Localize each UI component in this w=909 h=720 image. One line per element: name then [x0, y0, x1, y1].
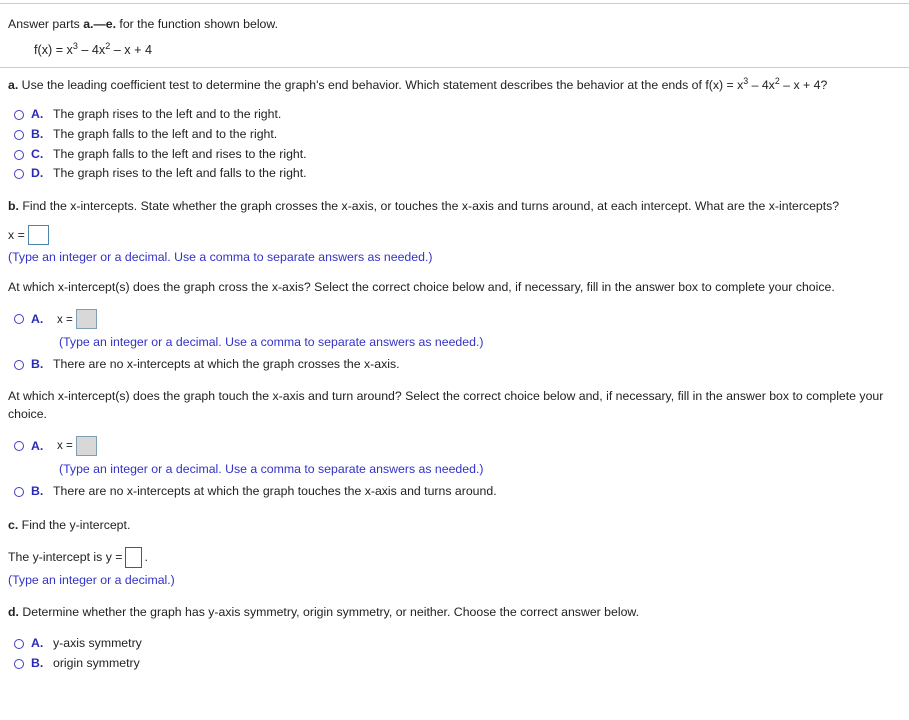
- part-d-options: [0, 621, 909, 674]
- radio-icon[interactable]: [14, 639, 24, 649]
- function-term4: 4: [144, 42, 152, 57]
- radio-icon[interactable]: [14, 150, 24, 160]
- function-op3: +: [134, 42, 142, 57]
- part-a-exponent-1: 3: [743, 75, 749, 86]
- option-label: The graph falls to the left and rises to the right.: [53, 146, 307, 161]
- option-label: The graph falls to the left and to the right.: [53, 126, 278, 141]
- function-op1: –: [81, 42, 89, 57]
- radio-icon[interactable]: [14, 659, 24, 669]
- option-label: origin symmetry: [53, 655, 140, 670]
- function-definition: [0, 33, 909, 67]
- part-a-exponent-2: 2: [774, 75, 780, 86]
- part-c-question: [0, 502, 909, 534]
- period-suffix: .: [144, 550, 148, 565]
- function-op2: –: [113, 42, 121, 57]
- radio-icon[interactable]: [14, 487, 24, 497]
- option-label: There are no x-intercepts at which the graph crosses the x-axis.: [53, 357, 400, 372]
- cross-intercepts-input[interactable]: [76, 309, 97, 329]
- part-a-options: [0, 94, 909, 184]
- cross-options: [0, 297, 909, 375]
- function-term2-exponent: 2: [105, 40, 111, 51]
- option-label: There are no x-intercepts at which the graph touches the x-axis and turns around.: [53, 483, 497, 498]
- part-c-label: c.: [8, 517, 19, 532]
- intro-parts: a.—e.: [83, 17, 116, 31]
- part-a-option-b[interactable]: [8, 125, 901, 145]
- function-term1-exponent: 3: [72, 40, 78, 51]
- x-equals-label: x =: [57, 312, 73, 326]
- option-letter: A.: [31, 106, 44, 121]
- part-c-answer-row: [0, 534, 909, 568]
- radio-icon[interactable]: [14, 441, 24, 451]
- part-b-hint: (Type an integer or a decimal. Use a comma to separate answers as needed.): [8, 250, 433, 265]
- touch-question-text: At which x-intercept(s) does the graph touch the x-axis and turn around? Select the correct choice below and, if necessary, fill in the answer box to complete your choice.: [8, 389, 884, 421]
- intro-prefix: Answer parts: [8, 17, 84, 31]
- cross-option-a[interactable]: [8, 308, 901, 330]
- touch-option-b[interactable]: [8, 478, 901, 502]
- part-a-question: [0, 68, 909, 94]
- part-d-question: [0, 589, 909, 621]
- option-label: y-axis symmetry: [53, 635, 142, 650]
- part-a-mid: – 4x: [748, 77, 775, 92]
- option-label: The graph rises to the left and falls to the right.: [53, 166, 307, 181]
- touch-options: [0, 424, 909, 502]
- option-letter: B.: [31, 126, 44, 141]
- radio-icon[interactable]: [14, 169, 24, 179]
- part-b-question: [0, 184, 909, 215]
- part-a-option-a[interactable]: [8, 105, 901, 125]
- function-eq: =: [55, 42, 64, 57]
- x-equals-label: x =: [57, 439, 73, 453]
- cross-option-a-hint: (Type an integer or a decimal. Use a comma to separate answers as needed.): [59, 335, 484, 350]
- y-intercept-input[interactable]: [125, 547, 142, 568]
- function-lhs: f(x): [34, 42, 53, 57]
- touch-option-a[interactable]: [8, 435, 901, 457]
- cross-option-b[interactable]: [8, 351, 901, 375]
- part-c-text: Find the y-intercept.: [18, 517, 131, 532]
- function-term3: x: [124, 42, 131, 57]
- part-a-option-d[interactable]: [8, 164, 901, 184]
- part-a-label: a.: [8, 77, 19, 92]
- part-b-label: b.: [8, 199, 19, 214]
- part-b-answer-row: [0, 215, 909, 245]
- option-label: The graph rises to the left and to the right.: [53, 106, 282, 121]
- part-a-tail: – x + 4?: [779, 77, 828, 92]
- option-letter: B.: [31, 483, 44, 498]
- x-equals-label: x =: [8, 228, 25, 243]
- part-a-option-c[interactable]: [8, 145, 901, 165]
- part-d-option-a[interactable]: [8, 634, 901, 654]
- part-c-hint: (Type an integer or a decimal.): [8, 572, 175, 587]
- part-d-option-b[interactable]: [8, 654, 901, 674]
- radio-icon[interactable]: [14, 110, 24, 120]
- x-intercepts-input[interactable]: [28, 225, 49, 245]
- touch-option-a-hint: (Type an integer or a decimal. Use a comma to separate answers as needed.): [59, 461, 484, 476]
- function-term2-coef: 4x: [91, 42, 106, 57]
- function-term1-base: x: [66, 42, 73, 57]
- touch-intercepts-input[interactable]: [76, 436, 97, 456]
- intro-prompt: [0, 4, 909, 33]
- radio-icon[interactable]: [14, 130, 24, 140]
- cross-question-text: At which x-intercept(s) does the graph cross the x-axis? Select the correct choice below and, if necessary, fill in the answer box to complete your choice.: [8, 280, 835, 295]
- option-letter: A.: [31, 438, 44, 453]
- option-letter: D.: [31, 166, 44, 181]
- part-d-text: Determine whether the graph has y-axis symmetry, origin symmetry, or neither. Choose the correct answer below.: [18, 604, 640, 619]
- part-a-text: Use the leading coefficient test to determine the graph's end behavior. Which statement describes the behavior at the ends of f(x) = x: [18, 77, 744, 92]
- y-intercept-label: The y-intercept is y =: [8, 550, 123, 565]
- option-letter: A.: [31, 312, 44, 327]
- option-letter: A.: [31, 635, 44, 650]
- option-letter: C.: [31, 146, 44, 161]
- part-d-label: d.: [8, 604, 19, 619]
- option-letter: B.: [31, 357, 44, 372]
- radio-icon[interactable]: [14, 360, 24, 370]
- intro-suffix: for the function shown below.: [116, 17, 279, 31]
- part-b-text: Find the x-intercepts. State whether the graph crosses the x-axis, or touches the x-axis and turns around, at each intercept. What are the x-intercepts?: [18, 199, 840, 214]
- option-letter: B.: [31, 655, 44, 670]
- exercise-page: [0, 3, 909, 720]
- radio-icon[interactable]: [14, 314, 24, 324]
